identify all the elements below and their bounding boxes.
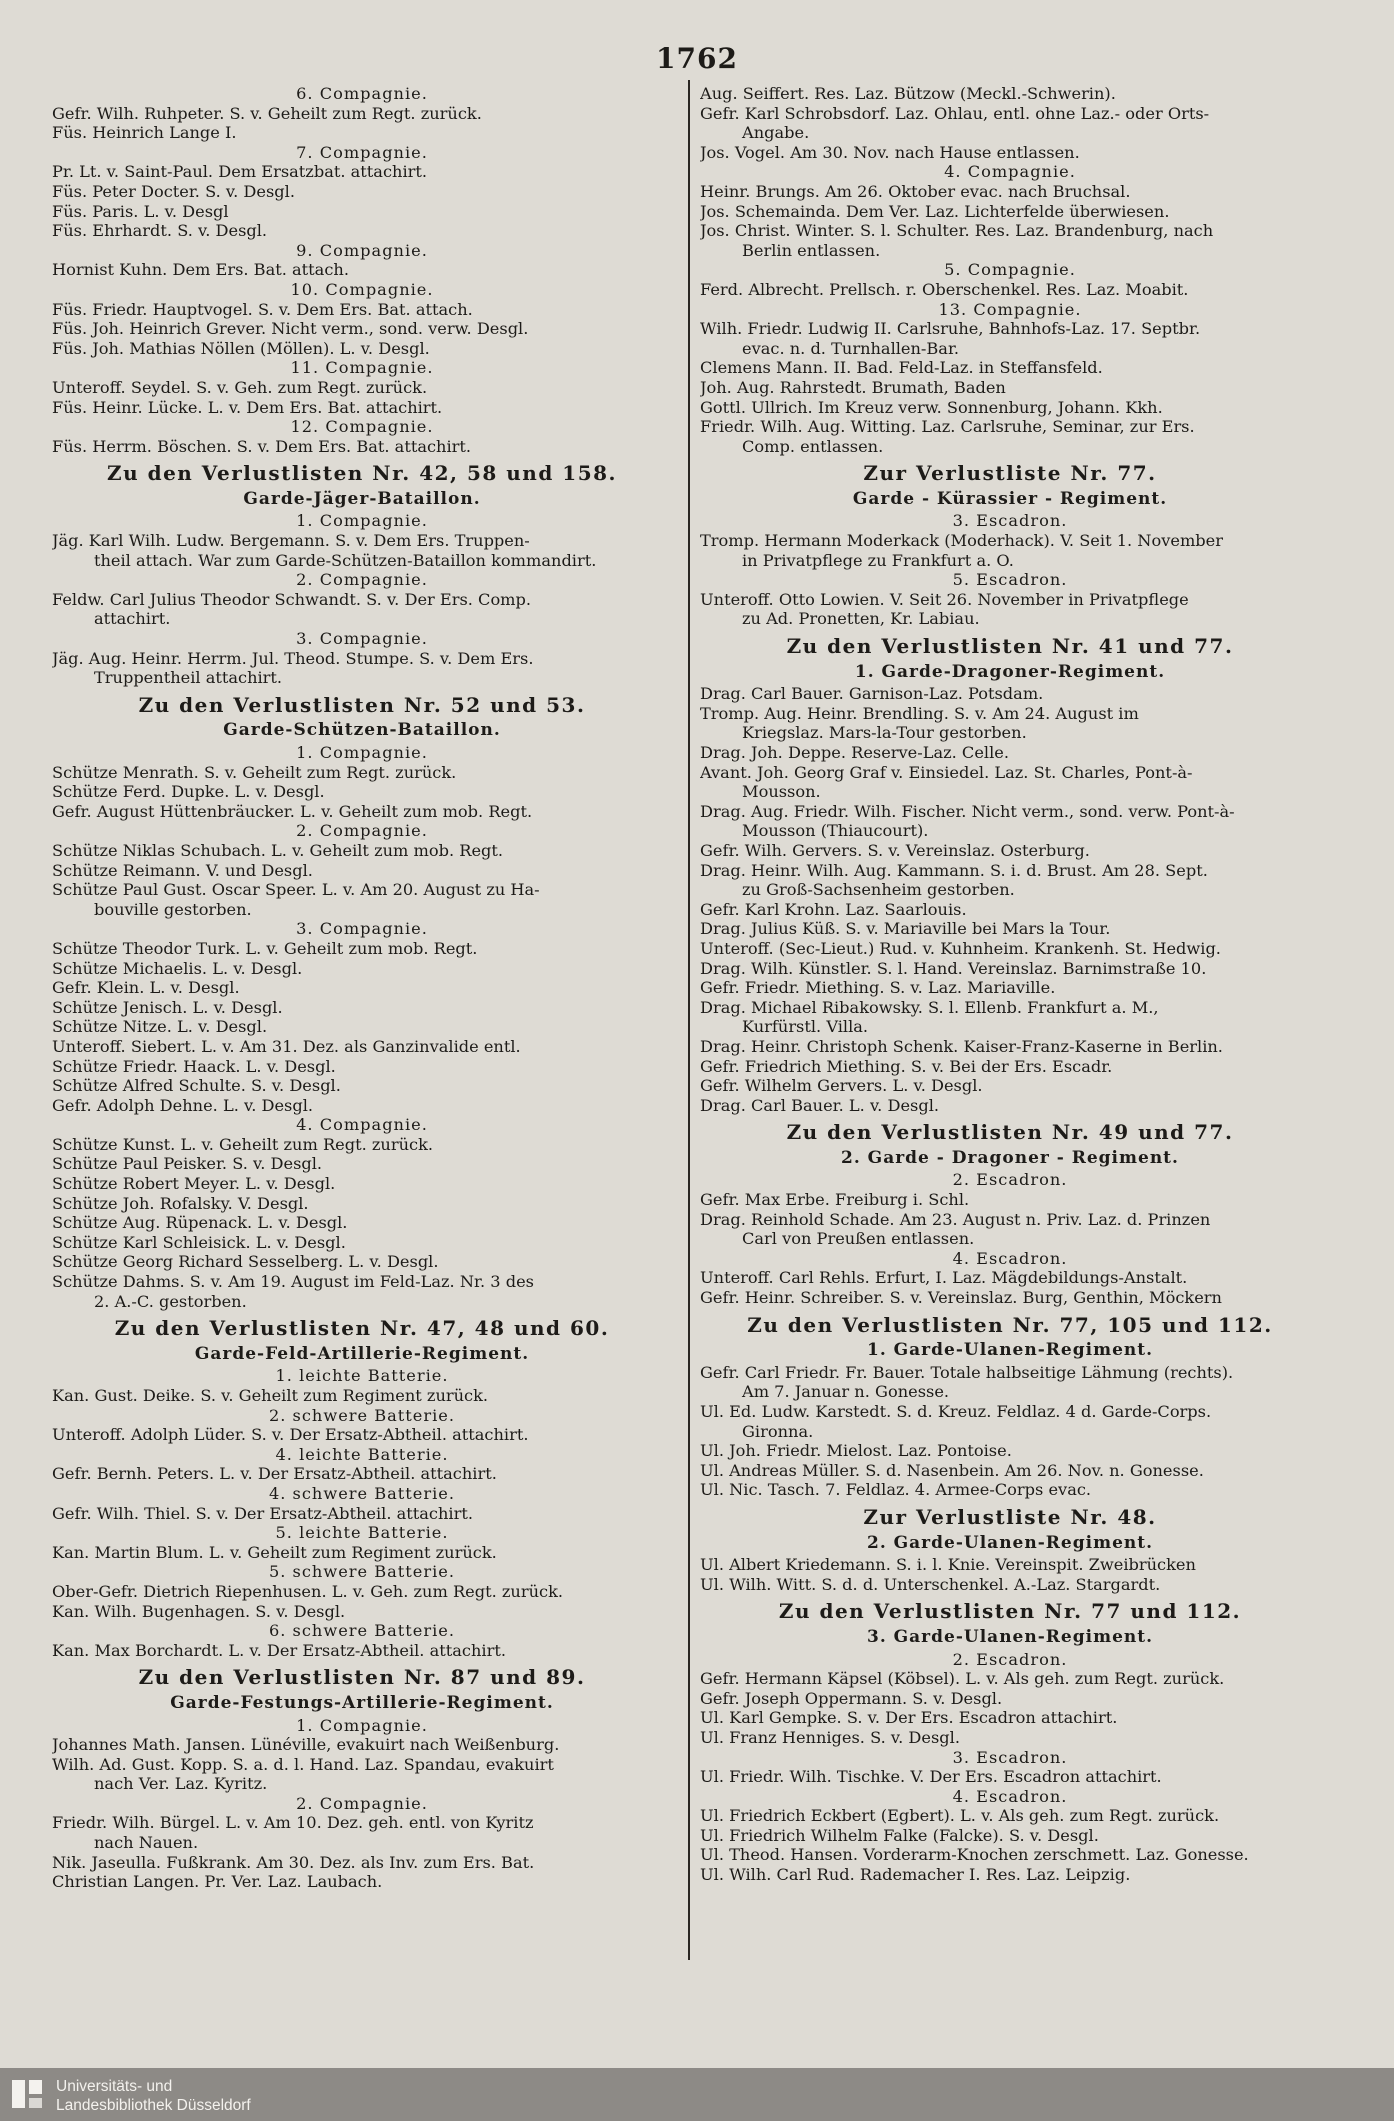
entry-continuation: Gironna. xyxy=(742,1421,814,1441)
library-logo-icon[interactable] xyxy=(8,2074,46,2114)
list-heading: Zu den Verlustlisten Nr. 52 und 53. xyxy=(138,692,586,717)
entry-line: Unteroff. Otto Lowien. V. Seit 26. November in Privatpflege xyxy=(700,589,1189,609)
unit-subheading: 4. Compagnie. xyxy=(296,1115,428,1135)
unit-subheading: 4. Escadron. xyxy=(952,1786,1068,1806)
entry-line: Johannes Math. Jansen. Lünéville, evakuirt nach Weißenburg. xyxy=(52,1735,560,1755)
unit-subheading: 3. Compagnie. xyxy=(296,919,428,939)
entry-line: Hornist Kuhn. Dem Ers. Bat. attach. xyxy=(52,260,349,280)
entry-line: Clemens Mann. II. Bad. Feld-Laz. in Steffansfeld. xyxy=(700,358,1103,378)
unit-subheading: 6. schwere Batterie. xyxy=(268,1621,456,1641)
entry-line: Schütze Aug. Rüpenack. L. v. Desgl. xyxy=(52,1213,348,1233)
regiment-heading: Garde-Jäger-Bataillon. xyxy=(243,488,481,509)
list-heading: Zu den Verlustlisten Nr. 87 und 89. xyxy=(138,1665,586,1690)
entry-line: Schütze Reimann. V. und Desgl. xyxy=(52,860,313,880)
regiment-heading: 1. Garde-Dragoner-Regiment. xyxy=(854,661,1166,682)
unit-subheading: 1. Compagnie. xyxy=(296,743,428,762)
unit-subheading: 4. leichte Batterie. xyxy=(275,1444,449,1464)
entry-line: Schütze Jenisch. L. v. Desgl. xyxy=(52,997,283,1017)
entry-line: Drag. Heinr. Christoph Schenk. Kaiser-Franz-Kaserne in Berlin. xyxy=(700,1036,1223,1056)
entry-continuation: Comp. entlassen. xyxy=(742,436,884,456)
entry-line: Friedr. Wilh. Aug. Witting. Laz. Carlsruhe, Seminar, zur Ers. xyxy=(700,417,1195,437)
list-heading: Zur Verlustliste Nr. 77. xyxy=(863,461,1157,486)
regiment-heading: Garde-Festungs-Artillerie-Regiment. xyxy=(170,1692,554,1713)
entry-line: Schütze Nitze. L. v. Desgl. xyxy=(52,1017,268,1037)
entry-line: Kan. Gust. Deike. S. v. Geheilt zum Regiment zurück. xyxy=(52,1386,489,1405)
entry-continuation: attachirt. xyxy=(94,609,171,629)
entry-line: Gefr. Friedrich Miething. S. v. Bei der Ers. Escadr. xyxy=(700,1056,1113,1076)
entry-line: Ferd. Albrecht. Prellsch. r. Oberschenkel. Res. Laz. Moabit. xyxy=(700,279,1189,299)
entry-continuation: 2. A.-C. gestorben. xyxy=(94,1291,247,1311)
entry-continuation: Berlin entlassen. xyxy=(742,240,881,260)
entry-line: Ul. Nic. Tasch. 7. Feldlaz. 4. Armee-Corps evac. xyxy=(700,1480,1092,1500)
entry-line: Füs. Herrm. Böschen. S. v. Dem Ers. Bat. attachirt. xyxy=(52,436,472,456)
unit-subheading: 5. Escadron. xyxy=(952,570,1068,590)
unit-subheading: 2. schwere Batterie. xyxy=(268,1405,456,1425)
unit-subheading: 9. Compagnie. xyxy=(296,240,428,260)
unit-subheading: 1. Compagnie. xyxy=(296,1715,428,1735)
entry-line: Ul. Wilh. Witt. S. d. d. Unterschenkel. A.-Laz. Stargardt. xyxy=(700,1574,1161,1594)
entry-line: Drag. Michael Ribakowsky. S. l. Ellenb. Frankfurt a. M., xyxy=(700,997,1159,1017)
list-heading: Zu den Verlustlisten Nr. 42, 58 und 158. xyxy=(106,461,618,486)
entry-line: Gefr. Max Erbe. Freiburg i. Schl. xyxy=(700,1190,970,1210)
entry-line: Füs. Joh. Heinrich Grever. Nicht verm., sond. verw. Desgl. xyxy=(52,319,529,339)
entry-line: Drag. Heinr. Wilh. Aug. Kammann. S. i. d. Brust. Am 28. Sept. xyxy=(700,860,1208,880)
entry-line: Joh. Aug. Rahrstedt. Brumath, Baden xyxy=(700,377,1006,397)
entry-line: Ul. Karl Gempke. S. v. Der Ers. Escadron attachirt. xyxy=(700,1708,1118,1728)
regiment-heading: Garde - Kürassier - Regiment. xyxy=(852,488,1168,509)
entry-line: Ul. Andreas Müller. S. d. Nasenbein. Am 26. Nov. n. Gonesse. xyxy=(700,1460,1204,1480)
library-credit[interactable] xyxy=(56,2077,251,2115)
unit-subheading: 12. Compagnie. xyxy=(290,417,434,437)
entry-line: Drag. Carl Bauer. Garnison-Laz. Potsdam. xyxy=(700,684,1044,704)
entry-line: Gefr. Joseph Oppermann. S. v. Desgl. xyxy=(700,1688,1003,1708)
unit-subheading: 4. schwere Batterie. xyxy=(268,1483,456,1503)
unit-subheading: 2. Compagnie. xyxy=(296,570,428,590)
entry-line: Drag. Julius Küß. S. v. Mariaville bei Mars la Tour. xyxy=(700,919,1111,939)
entry-line: Ul. Joh. Friedr. Mielost. Laz. Pontoise. xyxy=(700,1441,1012,1461)
entry-line: Gefr. Wilh. Thiel. S. v. Der Ersatz-Abtheil. attachirt. xyxy=(52,1503,473,1523)
entry-line: Schütze Menrath. S. v. Geheilt zum Regt. zurück. xyxy=(52,762,457,782)
entry-line: Kan. Martin Blum. L. v. Geheilt zum Regiment zurück. xyxy=(52,1542,497,1562)
entry-continuation: bouville gestorben. xyxy=(94,899,252,919)
entry-line: Schütze Dahms. S. v. Am 19. August im Feld-Laz. Nr. 3 des xyxy=(52,1272,534,1292)
unit-subheading: 3. Escadron. xyxy=(952,511,1068,531)
entry-line: Ul. Wilh. Carl Rud. Rademacher I. Res. Laz. Leipzig. xyxy=(700,1865,1131,1885)
entry-line: Pr. Lt. v. Saint-Paul. Dem Ersatzbat. attachirt. xyxy=(52,162,428,182)
unit-subheading: 1. leichte Batterie. xyxy=(275,1366,449,1386)
entry-line: Füs. Joh. Mathias Nöllen (Möllen). L. v. Desgl. xyxy=(52,338,430,358)
entry-line: Ul. Friedrich Eckbert (Egbert). L. v. Als geh. zum Regt. zurück. xyxy=(700,1806,1220,1826)
entry-line: Friedr. Wilh. Bürgel. L. v. Am 10. Dez. geh. entl. von Kyritz xyxy=(52,1813,534,1833)
unit-subheading: 6. Compagnie. xyxy=(296,84,428,103)
footer-bar xyxy=(0,2068,1394,2121)
entry-line: Gefr. Karl Schrobsdorf. Laz. Ohlau, entl. ohne Laz.- oder Orts- xyxy=(700,103,1210,123)
entry-line: Heinr. Brungs. Am 26. Oktober evac. nach Bruchsal. xyxy=(700,181,1131,201)
entry-line: Füs. Peter Docter. S. v. Desgl. xyxy=(52,181,295,201)
entry-line: Ober-Gefr. Dietrich Riepenhusen. L. v. Geh. zum Regt. zurück. xyxy=(52,1581,564,1601)
entry-line: Schütze Alfred Schulte. S. v. Desgl. xyxy=(52,1076,341,1096)
entry-line: Feldw. Carl Julius Theodor Schwandt. S. v. Der Ers. Comp. xyxy=(52,589,532,609)
entry-line: Jos. Vogel. Am 30. Nov. nach Hause entlassen. xyxy=(700,142,1080,162)
unit-subheading: 7. Compagnie. xyxy=(296,142,428,162)
entry-line: Füs. Ehrhardt. S. v. Desgl. xyxy=(52,221,268,241)
entry-line: Avant. Joh. Georg Graf v. Einsiedel. Laz. St. Charles, Pont-à- xyxy=(700,762,1193,782)
entry-line: Gottl. Ullrich. Im Kreuz verw. Sonnenburg, Johann. Kkh. xyxy=(700,397,1163,417)
list-heading: Zu den Verlustlisten Nr. 77 und 112. xyxy=(778,1599,1242,1624)
entry-continuation: in Privatpflege zu Frankfurt a. O. xyxy=(742,550,1014,570)
entry-line: Tromp. Aug. Heinr. Brendling. S. v. Am 24. August im xyxy=(700,703,1139,723)
unit-subheading: 5. schwere Batterie. xyxy=(268,1562,456,1582)
entry-line: Füs. Heinrich Lange I. xyxy=(52,123,237,143)
unit-subheading: 2. Escadron. xyxy=(952,1170,1068,1190)
entry-continuation: evac. n. d. Turnhallen-Bar. xyxy=(742,338,960,358)
entry-line: Schütze Robert Meyer. L. v. Desgl. xyxy=(52,1174,336,1194)
page-number: 1762 xyxy=(656,42,738,75)
entry-line: Schütze Karl Schleisick. L. v. Desgl. xyxy=(52,1232,346,1252)
list-heading: Zu den Verlustlisten Nr. 49 und 77. xyxy=(786,1120,1234,1145)
entry-continuation: Mousson (Thiaucourt). xyxy=(742,821,929,841)
entry-line: Unteroff. Adolph Lüder. S. v. Der Ersatz-Abtheil. attachirt. xyxy=(52,1425,529,1445)
entry-line: Schütze Ferd. Dupke. L. v. Desgl. xyxy=(52,782,325,802)
entry-line: Schütze Michaelis. L. v. Desgl. xyxy=(52,958,303,978)
entry-line: Drag. Carl Bauer. L. v. Desgl. xyxy=(700,1095,940,1115)
entry-line: Ul. Franz Henniges. S. v. Desgl. xyxy=(700,1727,960,1747)
entry-line: Schütze Friedr. Haack. L. v. Desgl. xyxy=(52,1056,336,1076)
entry-line: Ul. Ed. Ludw. Karstedt. S. d. Kreuz. Feldlaz. 4 d. Garde-Corps. xyxy=(700,1402,1212,1421)
regiment-heading: Garde-Schützen-Bataillon. xyxy=(223,720,501,741)
unit-subheading: 3. Escadron. xyxy=(952,1747,1068,1767)
entry-continuation: theil attach. War zum Garde-Schützen-Bataillon kommandirt. xyxy=(94,550,597,570)
entry-line: Tromp. Hermann Moderkack (Moderhack). V. Seit 1. November xyxy=(700,531,1223,551)
entry-continuation: Kriegslaz. Mars-la-Tour gestorben. xyxy=(742,723,1027,743)
entry-line: Schütze Niklas Schubach. L. v. Geheilt zum mob. Regt. xyxy=(52,840,504,860)
entry-line: Kan. Max Borchardt. L. v. Der Ersatz-Abtheil. attachirt. xyxy=(52,1640,506,1660)
entry-continuation: Mousson. xyxy=(742,782,821,802)
entry-line: Füs. Friedr. Hauptvogel. S. v. Dem Ers. Bat. attach. xyxy=(52,299,473,319)
entry-line: Wilh. Ad. Gust. Kopp. S. a. d. l. Hand. Laz. Spandau, evakuirt xyxy=(52,1754,554,1774)
entry-line: Gefr. Wilh. Ruhpeter. S. v. Geheilt zum Regt. zurück. xyxy=(52,103,482,123)
entry-line: Gefr. Wilh. Gervers. S. v. Vereinslaz. Osterburg. xyxy=(700,840,1090,860)
entry-line: Drag. Joh. Deppe. Reserve-Laz. Celle. xyxy=(700,743,1009,762)
entry-line: Gefr. Carl Friedr. Fr. Bauer. Totale halbseitige Lähmung (rechts). xyxy=(700,1362,1234,1382)
entry-line: Gefr. Hermann Käpsel (Köbsel). L. v. Als geh. zum Regt. zurück. xyxy=(700,1669,1225,1689)
entry-continuation: zu Ad. Pronetten, Kr. Labiau. xyxy=(742,609,980,629)
library-name-line1: Universitäts- und xyxy=(56,2078,173,2095)
entry-line: Unteroff. Seydel. S. v. Geh. zum Regt. zurück. xyxy=(52,377,428,397)
entry-line: Jos. Schemainda. Dem Ver. Laz. Lichterfelde überwiesen. xyxy=(700,201,1170,221)
entry-line: Schütze Paul Gust. Oscar Speer. L. v. Am 20. August zu Ha- xyxy=(52,880,540,900)
entry-line: Schütze Theodor Turk. L. v. Geheilt zum mob. Regt. xyxy=(52,938,478,958)
entry-line: Unteroff. (Sec-Lieut.) Rud. v. Kuhnheim. Krankenh. St. Hedwig. xyxy=(700,938,1221,958)
entry-line: Ul. Theod. Hansen. Vorderarm-Knochen zerschmett. Laz. Gonesse. xyxy=(700,1845,1249,1865)
entry-line: Gefr. Bernh. Peters. L. v. Der Ersatz-Abtheil. attachirt. xyxy=(52,1464,497,1484)
list-heading: Zu den Verlustlisten Nr. 77, 105 und 112. xyxy=(747,1312,1273,1337)
entry-continuation: nach Nauen. xyxy=(94,1833,199,1853)
unit-subheading: 5. Compagnie. xyxy=(944,260,1076,280)
entry-line: Jäg. Karl Wilh. Ludw. Bergemann. S. v. Dem Ers. Truppen- xyxy=(52,531,530,551)
entry-line: Drag. Aug. Friedr. Wilh. Fischer. Nicht verm., sond. verw. Pont-à- xyxy=(700,801,1235,821)
column-divider xyxy=(688,80,690,1960)
entry-continuation: Angabe. xyxy=(742,123,810,143)
entry-continuation: Truppentheil attachirt. xyxy=(94,668,283,688)
entry-line: Wilh. Friedr. Ludwig II. Carlsruhe, Bahnhofs-Laz. 17. Septbr. xyxy=(700,319,1201,339)
entry-line: Schütze Kunst. L. v. Geheilt zum Regt. zurück. xyxy=(52,1134,434,1154)
left-column xyxy=(52,84,672,1892)
entry-line: Schütze Paul Peisker. S. v. Desgl. xyxy=(52,1154,323,1174)
entry-line: Gefr. Klein. L. v. Desgl. xyxy=(52,978,240,998)
entry-line: Unteroff. Carl Rehls. Erfurt, I. Laz. Mägdebildungs-Anstalt. xyxy=(700,1268,1188,1288)
entry-line: Gefr. August Hüttenbräucker. L. v. Geheilt zum mob. Regt. xyxy=(52,801,533,821)
regiment-heading: 2. Garde - Dragoner - Regiment. xyxy=(841,1147,1179,1168)
entry-line: Gefr. Karl Krohn. Laz. Saarlouis. xyxy=(700,899,967,919)
entry-continuation: Am 7. Januar n. Gonesse. xyxy=(742,1382,950,1402)
entry-line: Schütze Georg Richard Sesselberg. L. v. Desgl. xyxy=(52,1252,439,1272)
entry-line: Ul. Friedrich Wilhelm Falke (Falcke). S. v. Desgl. xyxy=(700,1825,1099,1845)
entry-line: Drag. Wilh. Künstler. S. l. Hand. Vereinslaz. Barnimstraße 10. xyxy=(700,958,1207,978)
list-heading: Zu den Verlustlisten Nr. 47, 48 und 60. xyxy=(114,1316,610,1341)
library-name-line2: Landesbibliothek Düsseldorf xyxy=(56,2097,251,2114)
entry-line: Gefr. Heinr. Schreiber. S. v. Vereinslaz. Burg, Genthin, Möckern xyxy=(700,1288,1222,1308)
entry-continuation: nach Ver. Laz. Kyritz. xyxy=(94,1774,268,1794)
unit-subheading: 11. Compagnie. xyxy=(290,358,434,378)
entry-line: Füs. Paris. L. v. Desgl xyxy=(52,201,229,221)
entry-line: Füs. Heinr. Lücke. L. v. Dem Ers. Bat. attachirt. xyxy=(52,397,443,417)
list-heading: Zu den Verlustlisten Nr. 41 und 77. xyxy=(786,634,1234,659)
entry-line: Ul. Friedr. Wilh. Tischke. V. Der Ers. Escadron attachirt. xyxy=(700,1767,1162,1787)
entry-continuation: zu Groß-Sachsenheim gestorben. xyxy=(742,880,1015,900)
entry-line: Jäg. Aug. Heinr. Herrm. Jul. Theod. Stumpe. S. v. Dem Ers. xyxy=(52,648,534,668)
unit-subheading: 5. leichte Batterie. xyxy=(275,1523,449,1543)
unit-subheading: 2. Escadron. xyxy=(952,1649,1068,1669)
unit-subheading: 13. Compagnie. xyxy=(938,299,1082,319)
right-column xyxy=(700,84,1320,1885)
entry-line: Unteroff. Siebert. L. v. Am 31. Dez. als Ganzinvalide entl. xyxy=(52,1036,521,1056)
entry-line: Ul. Albert Kriedemann. S. i. l. Knie. Vereinspit. Zweibrücken xyxy=(700,1555,1196,1575)
unit-subheading: 4. Escadron. xyxy=(952,1248,1068,1268)
entry-line: Kan. Wilh. Bugenhagen. S. v. Desgl. xyxy=(52,1601,346,1621)
entry-line: Schütze Joh. Rofalsky. V. Desgl. xyxy=(52,1193,309,1213)
unit-subheading: 2. Compagnie. xyxy=(296,821,428,841)
entry-line: Jos. Christ. Winter. S. l. Schulter. Res. Laz. Brandenburg, nach xyxy=(700,221,1214,241)
entry-continuation: Kurfürstl. Villa. xyxy=(742,1017,869,1037)
entry-line: Christian Langen. Pr. Ver. Laz. Laubach. xyxy=(52,1872,383,1892)
regiment-heading: 2. Garde-Ulanen-Regiment. xyxy=(866,1532,1154,1553)
entry-line: Nik. Jaseulla. Fußkrank. Am 30. Dez. als Inv. zum Ers. Bat. xyxy=(52,1852,535,1872)
regiment-heading: Garde-Feld-Artillerie-Regiment. xyxy=(194,1343,530,1364)
entry-line: Gefr. Adolph Dehne. L. v. Desgl. xyxy=(52,1095,314,1115)
regiment-heading: 1. Garde-Ulanen-Regiment. xyxy=(866,1340,1154,1361)
entry-line: Aug. Seiffert. Res. Laz. Bützow (Meckl.-Schwerin). xyxy=(700,84,1116,103)
unit-subheading: 1. Compagnie. xyxy=(296,511,428,531)
unit-subheading: 4. Compagnie. xyxy=(944,162,1076,182)
entry-line: Gefr. Wilhelm Gervers. L. v. Desgl. xyxy=(700,1076,983,1096)
regiment-heading: 3. Garde-Ulanen-Regiment. xyxy=(866,1626,1154,1647)
unit-subheading: 3. Compagnie. xyxy=(296,629,428,649)
entry-continuation: Carl von Preußen entlassen. xyxy=(742,1229,975,1249)
entry-line: Gefr. Friedr. Miething. S. v. Laz. Mariaville. xyxy=(700,978,1056,998)
unit-subheading: 2. Compagnie. xyxy=(296,1793,428,1813)
entry-line: Drag. Reinhold Schade. Am 23. August n. Priv. Laz. d. Prinzen xyxy=(700,1209,1211,1229)
list-heading: Zur Verlustliste Nr. 48. xyxy=(863,1504,1157,1529)
unit-subheading: 10. Compagnie. xyxy=(290,279,434,299)
